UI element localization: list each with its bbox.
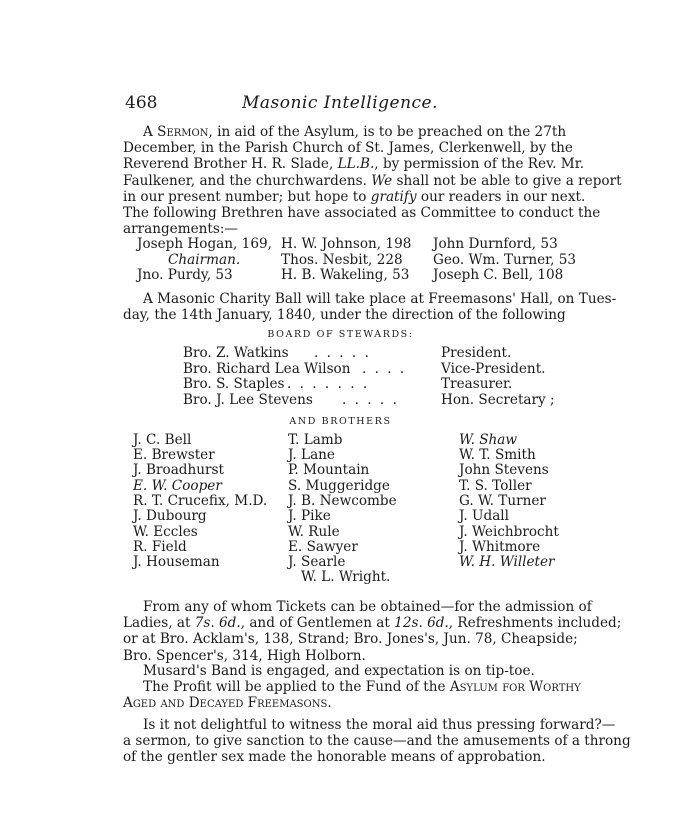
text-line: Ladies, at 7s. 6d., and of Gentlemen at 12s. 6d., Refreshments included;	[123, 615, 622, 632]
brother-name: T. S. Toller	[459, 478, 532, 494]
brother-name: E. W. Cooper	[133, 478, 222, 494]
profit-paragraph	[123, 679, 581, 712]
text-line: Is it not delightful to witness the moral aid thus pressing forward?—	[143, 717, 616, 733]
steward-role: Hon. Secretary ;	[441, 392, 555, 408]
text-line: The Profit will be applied to the Fund of the Asylum for Worthy	[143, 679, 581, 695]
sermon-paragraph	[123, 124, 622, 238]
brother-name: T. Lamb	[288, 432, 343, 448]
brother-name: J. C. Bell	[133, 432, 192, 448]
text-line: Aged and Decayed Freemasons.	[123, 695, 332, 712]
committee-role: Chairman.	[168, 252, 241, 268]
musard-paragraph	[123, 663, 558, 679]
text-line: Faulkener, and the churchwardens. We shall not be able to give a report	[123, 172, 622, 189]
board-heading: BOARD OF STEWARDS:	[267, 329, 414, 340]
brother-name: G. W. Turner	[459, 493, 546, 509]
steward-name: Bro. Z. Watkins	[183, 345, 289, 361]
ball-paragraph	[123, 291, 617, 324]
text-line: From any of whom Tickets can be obtained—for the admission of	[143, 599, 592, 615]
tickets-paragraph	[123, 599, 622, 664]
text-line: A Sermon, in aid of the Asylum, is to be preached on the 27th	[143, 124, 567, 140]
brother-name: P. Mountain	[288, 462, 370, 478]
brother-name: W. T. Smith	[459, 447, 536, 463]
brother-name: J. Udall	[459, 508, 509, 524]
brother-name: W. H. Willeter	[459, 554, 555, 570]
brother-name: E. Brewster	[133, 447, 215, 463]
brother-name: W. Shaw	[459, 432, 518, 448]
brother-name: W. L. Wright.	[301, 569, 391, 585]
steward-role: President.	[441, 345, 512, 361]
brother-name: E. Sawyer	[288, 539, 358, 555]
brother-name: J. Broadhurst	[133, 462, 224, 478]
text-line: or at Bro. Acklam's, 138, Strand; Bro. Jones's, Jun. 78, Cheapside;	[123, 631, 578, 648]
steward-name: Bro. S. Staples	[183, 376, 285, 392]
steward-name: Bro. Richard Lea Wilson	[183, 361, 351, 377]
brother-name: W. Eccles	[133, 524, 198, 540]
brother-name: J. Lane	[288, 447, 335, 463]
text-line: day, the 14th January, 1840, under the direction of the following	[123, 307, 566, 324]
committee-member: John Durnford, 53	[433, 236, 558, 252]
brother-name: S. Muggeridge	[288, 478, 390, 494]
page-header	[125, 93, 555, 115]
closing-paragraph	[123, 717, 631, 766]
brother-name: J. Dubourg	[133, 508, 207, 524]
text-line: The following Brethren have associated as Committee to conduct the	[123, 205, 601, 222]
committee-member: Thos. Nesbit, 228	[281, 252, 403, 268]
brother-name: R. T. Crucefix, M.D.	[133, 493, 268, 509]
text-line: Musard's Band is engaged, and expectation is on tip-toe.	[143, 663, 535, 679]
text-line: a sermon, to give sanction to the cause—and the amusements of a throng	[123, 733, 631, 750]
page-number: 468	[125, 93, 158, 113]
brother-name: R. Field	[133, 539, 187, 555]
brother-name: W. Rule	[288, 524, 340, 540]
brother-name: J. Weichbrocht	[459, 524, 559, 540]
text-line: Reverend Brother H. R. Slade, LL.B., by permission of the Rev. Mr.	[123, 156, 585, 173]
text-line: arrangements:—	[123, 221, 239, 238]
leader-dots: . . . . . . .	[287, 376, 370, 392]
brother-name: J. Searle	[288, 554, 346, 570]
steward-role: Vice-President.	[441, 361, 546, 377]
brother-name: J. Whitmore	[459, 539, 541, 555]
leader-dots: . . . . .	[314, 345, 371, 361]
committee-member: Jno. Purdy, 53	[137, 267, 233, 283]
committee-member: H. W. Johnson, 198	[281, 236, 412, 252]
brother-name: J. Houseman	[133, 554, 220, 570]
steward-name: Bro. J. Lee Stevens	[183, 392, 313, 408]
brother-name: John Stevens	[459, 462, 549, 478]
text-line: Bro. Spencer's, 314, High Holborn.	[123, 647, 366, 664]
leader-dots: . . . .	[362, 361, 407, 377]
brother-name: J. B. Newcombe	[288, 493, 397, 509]
text-line: in our present number; but hope to gratify our readers in our next.	[123, 188, 586, 205]
running-title: Masonic Intelligence.	[241, 93, 439, 113]
leader-dots: . . . . .	[342, 392, 399, 408]
text-line: December, in the Parish Church of St. James, Clerkenwell, by the	[123, 140, 573, 157]
committee-member: H. B. Wakeling, 53	[281, 267, 410, 283]
brother-name: J. Pike	[288, 508, 331, 524]
brothers-heading: AND BROTHERS	[289, 416, 392, 427]
committee-member: Joseph C. Bell, 108	[433, 267, 564, 283]
text-line: of the gentler sex made the honorable means of approbation.	[123, 749, 546, 766]
steward-role: Treasurer.	[441, 376, 513, 392]
committee-member: Geo. Wm. Turner, 53	[433, 252, 577, 268]
text-line: A Masonic Charity Ball will take place at Freemasons' Hall, on Tues-	[143, 291, 617, 307]
committee-member: Joseph Hogan, 169,	[137, 236, 272, 252]
